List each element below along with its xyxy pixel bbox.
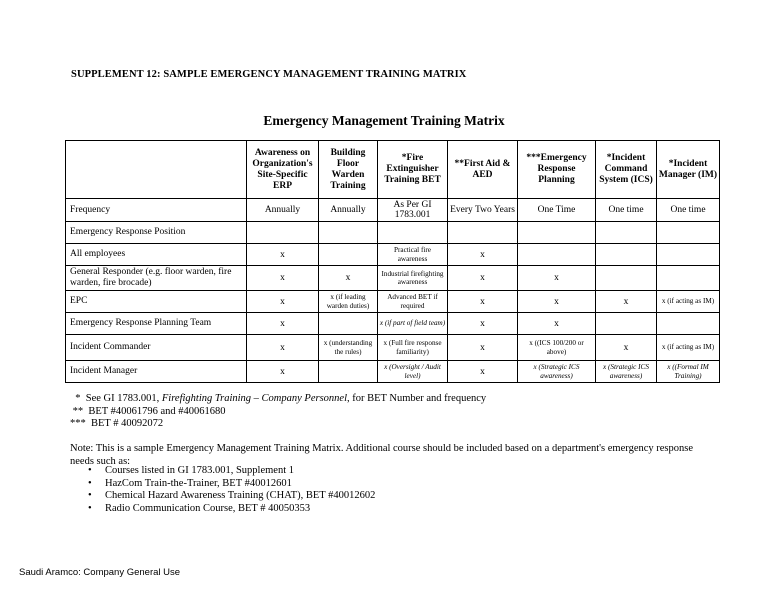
- footnote-text: BET #40061796 and #40061680: [88, 405, 226, 417]
- footnote-mark: **: [70, 405, 84, 417]
- table-cell: x: [247, 313, 319, 335]
- list-item: • Chemical Hazard Awareness Training (CHAT), BET #40012602: [88, 490, 375, 503]
- footnotes: [70, 393, 486, 431]
- table-cell: x: [247, 244, 319, 266]
- table-cell: x: [319, 266, 378, 291]
- table-cell: [378, 222, 448, 244]
- footnote-text: See GI 1783.001,: [85, 393, 162, 404]
- column-header: *Incident Manager (IM): [657, 141, 720, 199]
- table-cell: x: [247, 335, 319, 361]
- table-cell: x (if part of field team): [378, 313, 448, 335]
- table-cell: [518, 244, 596, 266]
- table-cell: x: [448, 313, 518, 335]
- list-item: • Courses listed in GI 1783.001, Supplement 1: [88, 465, 375, 478]
- table-cell: x (Strategic ICS awareness): [518, 361, 596, 383]
- table-cell: x (if leading warden duties): [319, 291, 378, 313]
- table-cell: x (if acting as IM): [657, 291, 720, 313]
- list-item: • HazCom Train-the-Trainer, BET #40012601: [88, 478, 375, 491]
- note-paragraph: Note: This is a sample Emergency Management Training Matrix. Additional course should be included based on a department's emergency response needs such as:: [70, 443, 694, 467]
- row-label: All employees: [66, 244, 247, 266]
- table-cell: x: [448, 266, 518, 291]
- table-cell: [448, 222, 518, 244]
- column-header: Building Floor Warden Training: [319, 141, 378, 199]
- column-header: ***Emergency Response Planning: [518, 141, 596, 199]
- table-cell: Advanced BET if required: [378, 291, 448, 313]
- table-cell: Practical fire awareness: [378, 244, 448, 266]
- table-cell: x (if acting as IM): [657, 335, 720, 361]
- list-item: • Radio Communication Course, BET # 40050353: [88, 503, 375, 516]
- row-label: Frequency: [66, 199, 247, 222]
- table-cell: [319, 222, 378, 244]
- footnote: [70, 393, 486, 406]
- matrix-title: Emergency Management Training Matrix: [263, 113, 505, 128]
- table-cell: x: [596, 335, 657, 361]
- footnote-text: , for BET Number and frequency: [346, 393, 487, 404]
- table-cell: As Per GI 1783.001: [378, 199, 448, 222]
- table-cell: [657, 244, 720, 266]
- table-cell: Annually: [247, 199, 319, 222]
- row-label: EPC: [66, 291, 247, 313]
- table-cell: x: [448, 361, 518, 383]
- table-cell: x (understanding the rules): [319, 335, 378, 361]
- footnote: [70, 418, 486, 431]
- table-cell: x (Strategic ICS awareness): [596, 361, 657, 383]
- supplement-title: SUPPLEMENT 12: SAMPLE EMERGENCY MANAGEMENT TRAINING MATRIX: [71, 69, 467, 80]
- table-cell: [596, 244, 657, 266]
- table-cell: [657, 222, 720, 244]
- table-cell: x: [518, 291, 596, 313]
- column-header: *Fire Extinguisher Training BET: [378, 141, 448, 199]
- table-cell: Industrial firefighting awareness: [378, 266, 448, 291]
- table-cell: One time: [657, 199, 720, 222]
- footnote-mark: *: [70, 393, 81, 404]
- table-row-frequency: [66, 199, 720, 222]
- table-cell: Annually: [319, 199, 378, 222]
- table-row-general-responder: [66, 266, 720, 291]
- table-row-all-employees: [66, 244, 720, 266]
- header-blank-cell: [66, 141, 247, 199]
- table-row-epc: [66, 291, 720, 313]
- table-cell: x: [448, 244, 518, 266]
- footnote-text: BET # 40092072: [91, 418, 164, 429]
- table-cell: [518, 222, 596, 244]
- table-cell: x: [448, 335, 518, 361]
- table-cell: One Time: [518, 199, 596, 222]
- table-cell: x: [448, 291, 518, 313]
- table-cell: One time: [596, 199, 657, 222]
- column-header: *Incident Command System (ICS): [596, 141, 657, 199]
- table-cell: x: [518, 266, 596, 291]
- classification-footer: Saudi Aramco: Company General Use: [19, 567, 181, 578]
- table-row-incident-manager: [66, 361, 720, 383]
- table-cell: [596, 222, 657, 244]
- column-header: **First Aid & AED: [448, 141, 518, 199]
- table-cell: [319, 313, 378, 335]
- footnote-mark: ***: [70, 418, 86, 429]
- course-list: [88, 465, 375, 515]
- table-cell: x (Full fire response familiarity): [378, 335, 448, 361]
- footnote: [70, 406, 486, 419]
- table-cell: [247, 222, 319, 244]
- table-cell: [319, 361, 378, 383]
- table-cell: [657, 266, 720, 291]
- table-cell: x: [247, 361, 319, 383]
- row-label: General Responder (e.g. floor warden, fire warden, fire brocade): [66, 266, 247, 291]
- row-label: Incident Manager: [66, 361, 247, 383]
- row-label: Emergency Response Position: [66, 222, 247, 244]
- table-cell: [319, 244, 378, 266]
- row-label: Incident Commander: [66, 335, 247, 361]
- table-row-planning-team: [66, 313, 720, 335]
- table-cell: [596, 313, 657, 335]
- table-cell: Every Two Years: [448, 199, 518, 222]
- table-cell: x: [518, 313, 596, 335]
- table-cell: x: [596, 291, 657, 313]
- row-label: Emergency Response Planning Team: [66, 313, 247, 335]
- header-row: [66, 141, 720, 199]
- training-matrix-table: [65, 140, 720, 383]
- table-cell: [657, 313, 720, 335]
- table-cell: x ((ICS 100/200 or above): [518, 335, 596, 361]
- table-cell: x ((Formal IM Training): [657, 361, 720, 383]
- table-cell: x: [247, 266, 319, 291]
- table-cell: x (Oversight / Audit level): [378, 361, 448, 383]
- column-header: Awareness on Organization's Site-Specific ERP: [247, 141, 319, 199]
- footnote-italic-text: Firefighting Training – Company Personnel: [161, 393, 347, 404]
- table-row-incident-commander: [66, 335, 720, 361]
- table-row-position-heading: [66, 222, 720, 244]
- table-cell: x: [247, 291, 319, 313]
- table-cell: [596, 266, 657, 291]
